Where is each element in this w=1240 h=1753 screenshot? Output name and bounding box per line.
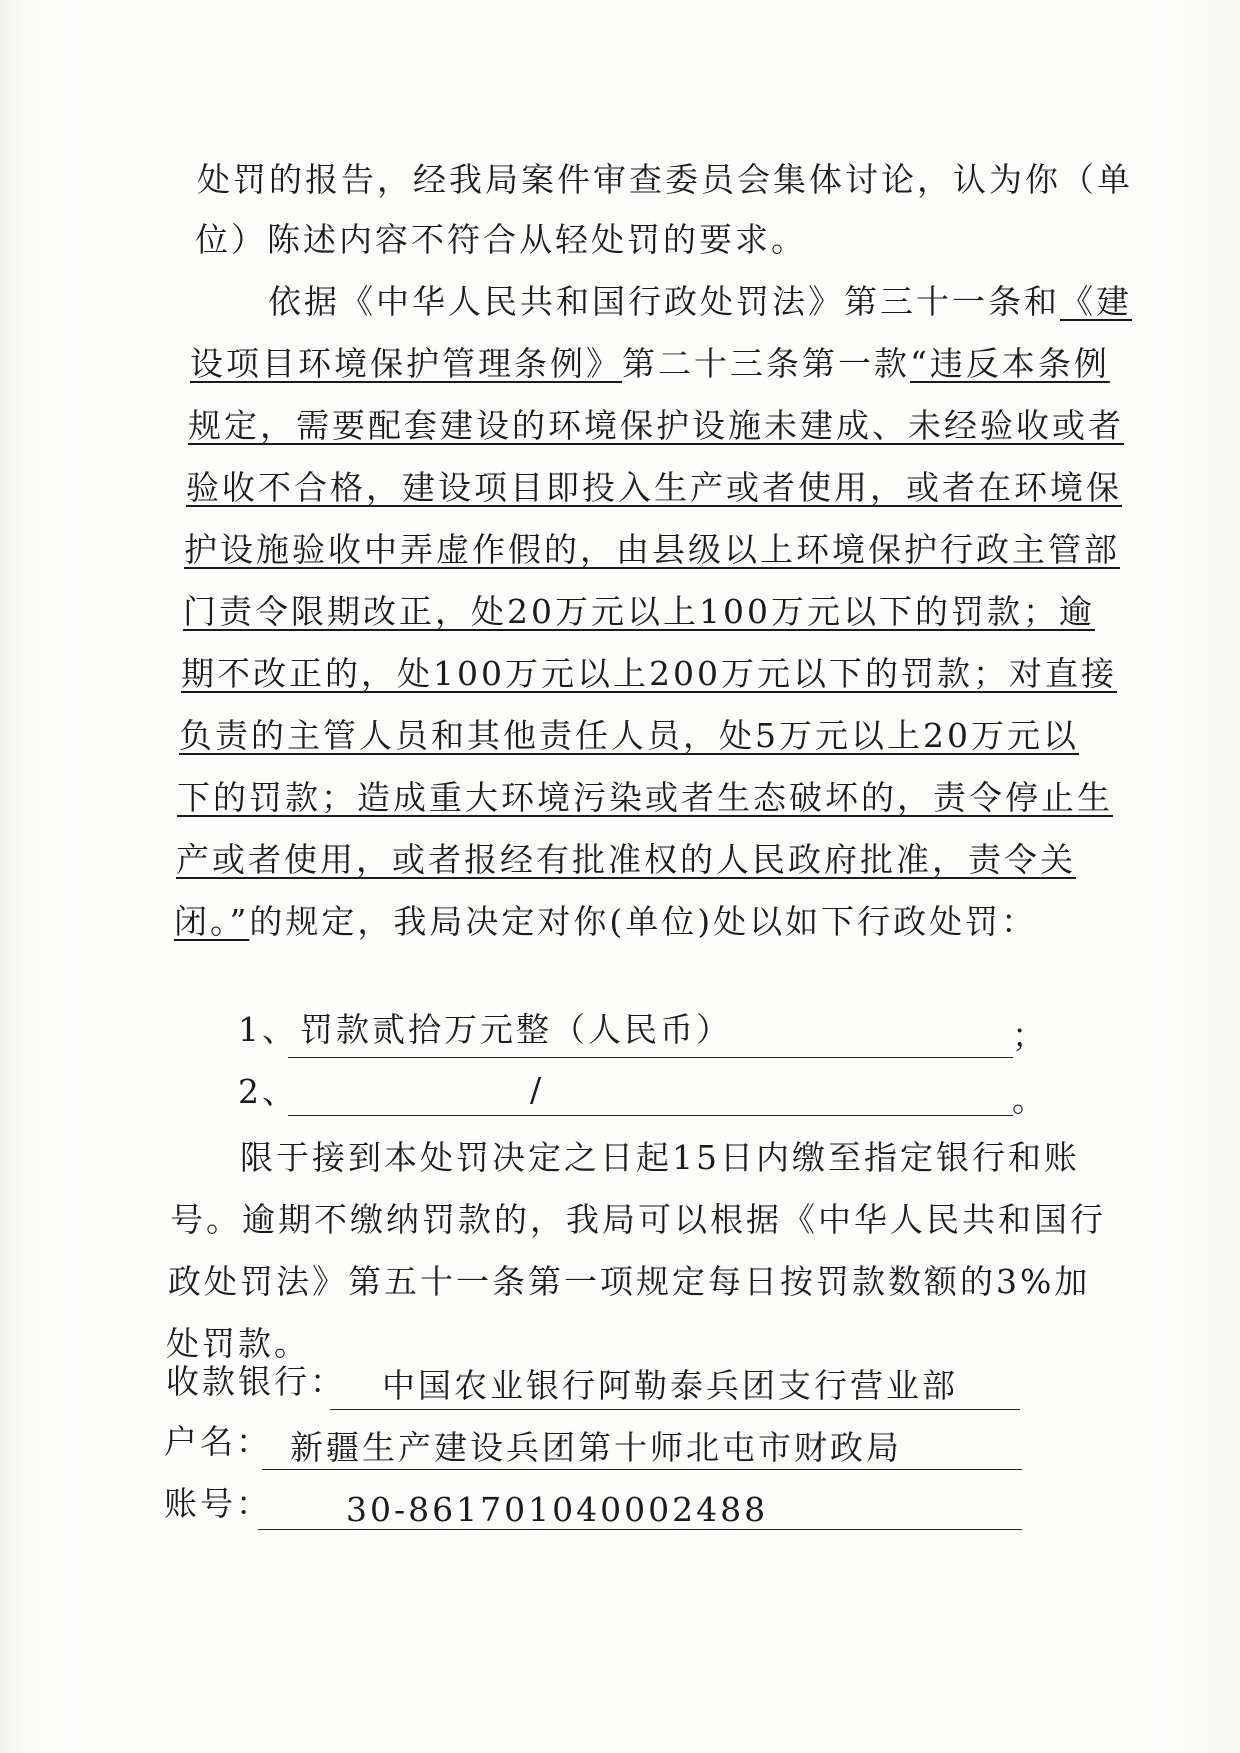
paragraph2-line2: [190, 342, 1110, 386]
paragraph3-line1: 限于接到本处罚决定之日起15日内缴至指定银行和账: [240, 1138, 1080, 1177]
paragraph2-line4: 验收不合格，建设项目即投入生产或者使用，或者在环境保: [186, 468, 1122, 507]
name-underline: [262, 1469, 1022, 1470]
account-label: 账号：: [164, 1484, 272, 1523]
name-value: 新疆生产建设兵团第十师北屯市财政局: [290, 1428, 902, 1467]
paragraph2-line9: 下的罚款；造成重大环境污染或者生态破坏的，责令停止生: [177, 778, 1113, 817]
paragraph2-line1-underlined: 《建: [1060, 282, 1132, 321]
account-value: 30-861701040002488: [346, 1490, 769, 1529]
penalty-2-value: /: [530, 1070, 545, 1109]
paragraph1-line2: 位）陈述内容不符合从轻处罚的要求。: [195, 220, 807, 259]
paragraph2-line11: [174, 900, 1037, 944]
paragraph3-line4: 处罚款。: [166, 1324, 310, 1363]
paragraph1-line1: 处罚的报告，经我局案件审查委员会集体讨论，认为你（单: [197, 160, 1133, 199]
paragraph2-line5: 护设施验收中弄虚作假的，由县级以上环境保护行政主管部: [184, 530, 1120, 569]
paragraph2-line8: 负责的主管人员和其他责任人员，处5万元以上20万元以: [179, 716, 1079, 755]
paragraph2-line10: 产或者使用，或者报经有批准权的人民政府批准，责令关: [176, 840, 1076, 879]
paragraph3-line3: 政处罚法》第五十一条第一项规定每日按罚款数额的3%加: [168, 1262, 1091, 1301]
name-label: 户名：: [164, 1422, 272, 1461]
penalty-1-number: 1、: [238, 1010, 298, 1049]
bank-value: 中国农业银行阿勒泰兵团支行营业部: [382, 1366, 958, 1405]
bank-label: 收款银行：: [166, 1362, 346, 1401]
penalty-2-number: 2、: [238, 1072, 298, 1111]
paragraph2-line6: 门责令限期改正，处20万元以上100万元以下的罚款；逾: [183, 592, 1095, 631]
penalty-1-underline: [288, 1057, 1013, 1058]
paragraph3-line2: 号。逾期不缴纳罚款的，我局可以根据《中华人民共和国行: [170, 1200, 1106, 1239]
paragraph2-last-plain: 的规定，我局决定对你(单位)处以如下行政处罚：: [249, 902, 1038, 941]
account-underline: [258, 1529, 1022, 1530]
paragraph2-line2-underlined: 设项目环境保护管理条例》: [190, 344, 622, 383]
paragraph2-line2-plain: 第二十三条第一款: [622, 344, 910, 383]
paragraph2-last-underlined: 闭。”: [174, 902, 250, 941]
penalty-2-underline: [288, 1115, 1013, 1116]
penalty-1-end: ；: [1012, 1016, 1048, 1055]
paragraph2-line3: 规定，需要配套建设的环境保护设施未建成、未经验收或者: [188, 406, 1124, 445]
penalty-1-value: 罚款贰拾万元整（人民币）: [300, 1010, 732, 1049]
paragraph2-line1: [268, 280, 1132, 324]
penalty-2-end: 。: [1012, 1080, 1048, 1119]
paragraph2-line1-plain: 依据《中华人民共和国行政处罚法》第三十一条和: [268, 282, 1060, 321]
paragraph2-line2-underlined-tail: “违反本条例: [910, 344, 1110, 383]
paragraph2-line7: 期不改正的，处100万元以上200万元以下的罚款；对直接: [181, 654, 1117, 693]
bank-underline: [330, 1409, 1020, 1410]
